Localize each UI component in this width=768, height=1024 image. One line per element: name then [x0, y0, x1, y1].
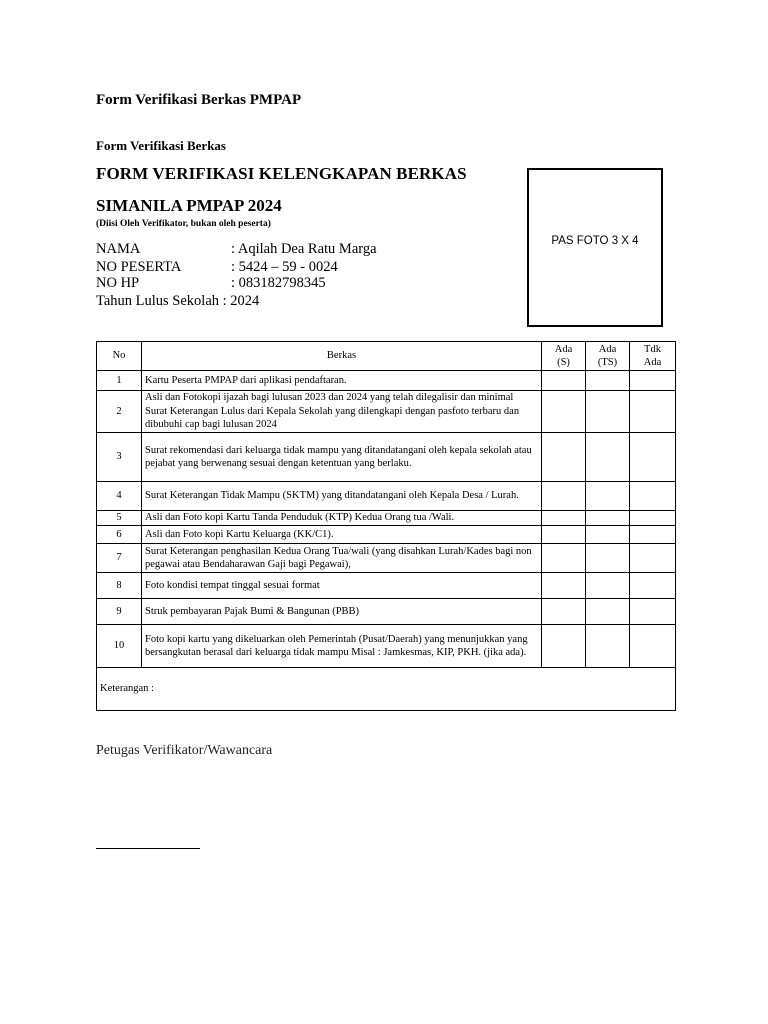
row-description: Surat Keterangan penghasilan Kedua Orang Tua/wali (yang disahkan Lurah/Kades bagi non pegawai atau Bendaharawan Gaji bagi Pegawai), [142, 544, 542, 573]
row-number: 3 [97, 433, 142, 482]
header-ada-s-line1: Ada [554, 343, 573, 355]
tahun-label: Tahun Lulus Sekolah [96, 293, 220, 309]
table-row [97, 599, 676, 625]
keterangan-field[interactable] [97, 668, 676, 711]
table-row [97, 482, 676, 511]
hp-value: : 083182798345 [231, 275, 326, 291]
check-ada-ts[interactable] [586, 391, 630, 433]
header-tdk-line1: Tdk [644, 343, 661, 355]
keterangan-row [97, 668, 676, 711]
header-tdk-ada [630, 342, 676, 371]
check-ada-ts[interactable] [586, 526, 630, 544]
info-tahun-row [96, 293, 259, 310]
row-number: 9 [97, 599, 142, 625]
row-number: 2 [97, 391, 142, 433]
hp-label: NO HP [96, 275, 140, 291]
signature-line [96, 848, 200, 849]
check-tdk-ada[interactable] [630, 573, 676, 599]
row-description: Asli dan Fotokopi ijazah bagi lulusan 2023 dan 2024 yang telah dilegalisir dan minimal Surat Keterangan Lulus dari Kepala Sekolah yang dilengkapi dengan pasfoto terbaru dan dibubuhi cap bagi lulusan 2024 [142, 391, 542, 433]
tahun-value: : 2024 [222, 293, 260, 309]
check-ada-s[interactable] [542, 526, 586, 544]
table-row [97, 625, 676, 668]
row-number: 10 [97, 625, 142, 668]
row-number: 6 [97, 526, 142, 544]
row-description: Asli dan Foto kopi Kartu Keluarga (KK/C1). [142, 526, 542, 544]
check-ada-s[interactable] [542, 544, 586, 573]
check-ada-ts[interactable] [586, 599, 630, 625]
table-row [97, 391, 676, 433]
row-number: 1 [97, 371, 142, 391]
peserta-label: NO PESERTA [96, 259, 182, 275]
check-ada-s[interactable] [542, 371, 586, 391]
header-berkas: Berkas [142, 342, 542, 371]
check-ada-s[interactable] [542, 391, 586, 433]
check-ada-ts[interactable] [586, 482, 630, 511]
header-ada-ts-line2: (TS) [597, 357, 618, 368]
check-tdk-ada[interactable] [630, 625, 676, 668]
check-tdk-ada[interactable] [630, 599, 676, 625]
peserta-value: : 5424 – 59 - 0024 [231, 259, 338, 275]
info-peserta-row [96, 259, 338, 276]
check-tdk-ada[interactable] [630, 526, 676, 544]
form-subtitle: Form Verifikasi Berkas [96, 138, 226, 153]
row-description: Surat Keterangan Tidak Mampu (SKTM) yang ditandatangani oleh Kepala Desa / Lurah. [142, 482, 542, 511]
header-ada-ts [586, 342, 630, 371]
row-description: Surat rekomendasi dari keluarga tidak mampu yang ditandatangani oleh kepala sekolah atau pejabat yang berwenang sesuai dengan ketentuan yang berlaku. [142, 433, 542, 482]
row-description: Foto kondisi tempat tinggal sesuai format [142, 573, 542, 599]
row-number: 8 [97, 573, 142, 599]
berkas-table [96, 341, 676, 711]
verifier-note: (Diisi Oleh Verifikator, bukan oleh peserta) [96, 219, 271, 229]
check-tdk-ada[interactable] [630, 433, 676, 482]
petugas-label: Petugas Verifikator/Wawancara [96, 743, 273, 758]
row-description: Asli dan Foto kopi Kartu Tanda Penduduk (KTP) Kedua Orang tua /Wali. [142, 511, 542, 526]
table-row [97, 433, 676, 482]
check-ada-ts[interactable] [586, 625, 630, 668]
check-ada-s[interactable] [542, 599, 586, 625]
nama-value: : Aqilah Dea Ratu Marga [231, 241, 377, 257]
check-ada-s[interactable] [542, 482, 586, 511]
table-row [97, 526, 676, 544]
table-row [97, 544, 676, 573]
check-tdk-ada[interactable] [630, 391, 676, 433]
check-tdk-ada[interactable] [630, 544, 676, 573]
header-ada-s [542, 342, 586, 371]
header-ada-ts-line1: Ada [598, 343, 617, 355]
row-number: 5 [97, 511, 142, 526]
check-ada-s[interactable] [542, 511, 586, 526]
row-number: 4 [97, 482, 142, 511]
nama-label: NAMA [96, 241, 141, 257]
check-ada-ts[interactable] [586, 511, 630, 526]
check-ada-ts[interactable] [586, 573, 630, 599]
check-ada-s[interactable] [542, 573, 586, 599]
header-tdk-line2: Ada [643, 357, 662, 368]
row-number: 7 [97, 544, 142, 573]
table-header-row [97, 342, 676, 371]
check-ada-ts[interactable] [586, 544, 630, 573]
info-hp-row [96, 275, 326, 292]
main-title-line2: SIMANILA PMPAP 2024 [96, 196, 282, 215]
main-title-line1: FORM VERIFIKASI KELENGKAPAN BERKAS [96, 164, 467, 183]
header-ada-s-line2: (S) [557, 357, 570, 368]
check-tdk-ada[interactable] [630, 482, 676, 511]
row-description: Struk pembayaran Pajak Bumi & Bangunan (PBB) [142, 599, 542, 625]
info-nama-row [96, 241, 377, 258]
row-description: Foto kopi kartu yang dikeluarkan oleh Pemerintah (Pusat/Daerah) yang menunjukkan yang bersangkutan berasal dari keluarga tidak mampu Misal : Jamkesmas, KIP, PKH. (jika ada). [142, 625, 542, 668]
table-row [97, 573, 676, 599]
check-ada-ts[interactable] [586, 371, 630, 391]
check-tdk-ada[interactable] [630, 371, 676, 391]
header-no: No [97, 342, 142, 371]
check-ada-ts[interactable] [586, 433, 630, 482]
check-ada-s[interactable] [542, 433, 586, 482]
table-row [97, 511, 676, 526]
document-title: Form Verifikasi Berkas PMPAP [96, 92, 302, 108]
photo-label: PAS FOTO 3 X 4 [551, 235, 639, 247]
photo-placeholder [527, 168, 663, 327]
row-description: Kartu Peserta PMPAP dari aplikasi pendaftaran. [142, 371, 542, 391]
check-ada-s[interactable] [542, 625, 586, 668]
table-row [97, 371, 676, 391]
keterangan-label: Keterangan : [100, 683, 154, 695]
check-tdk-ada[interactable] [630, 511, 676, 526]
